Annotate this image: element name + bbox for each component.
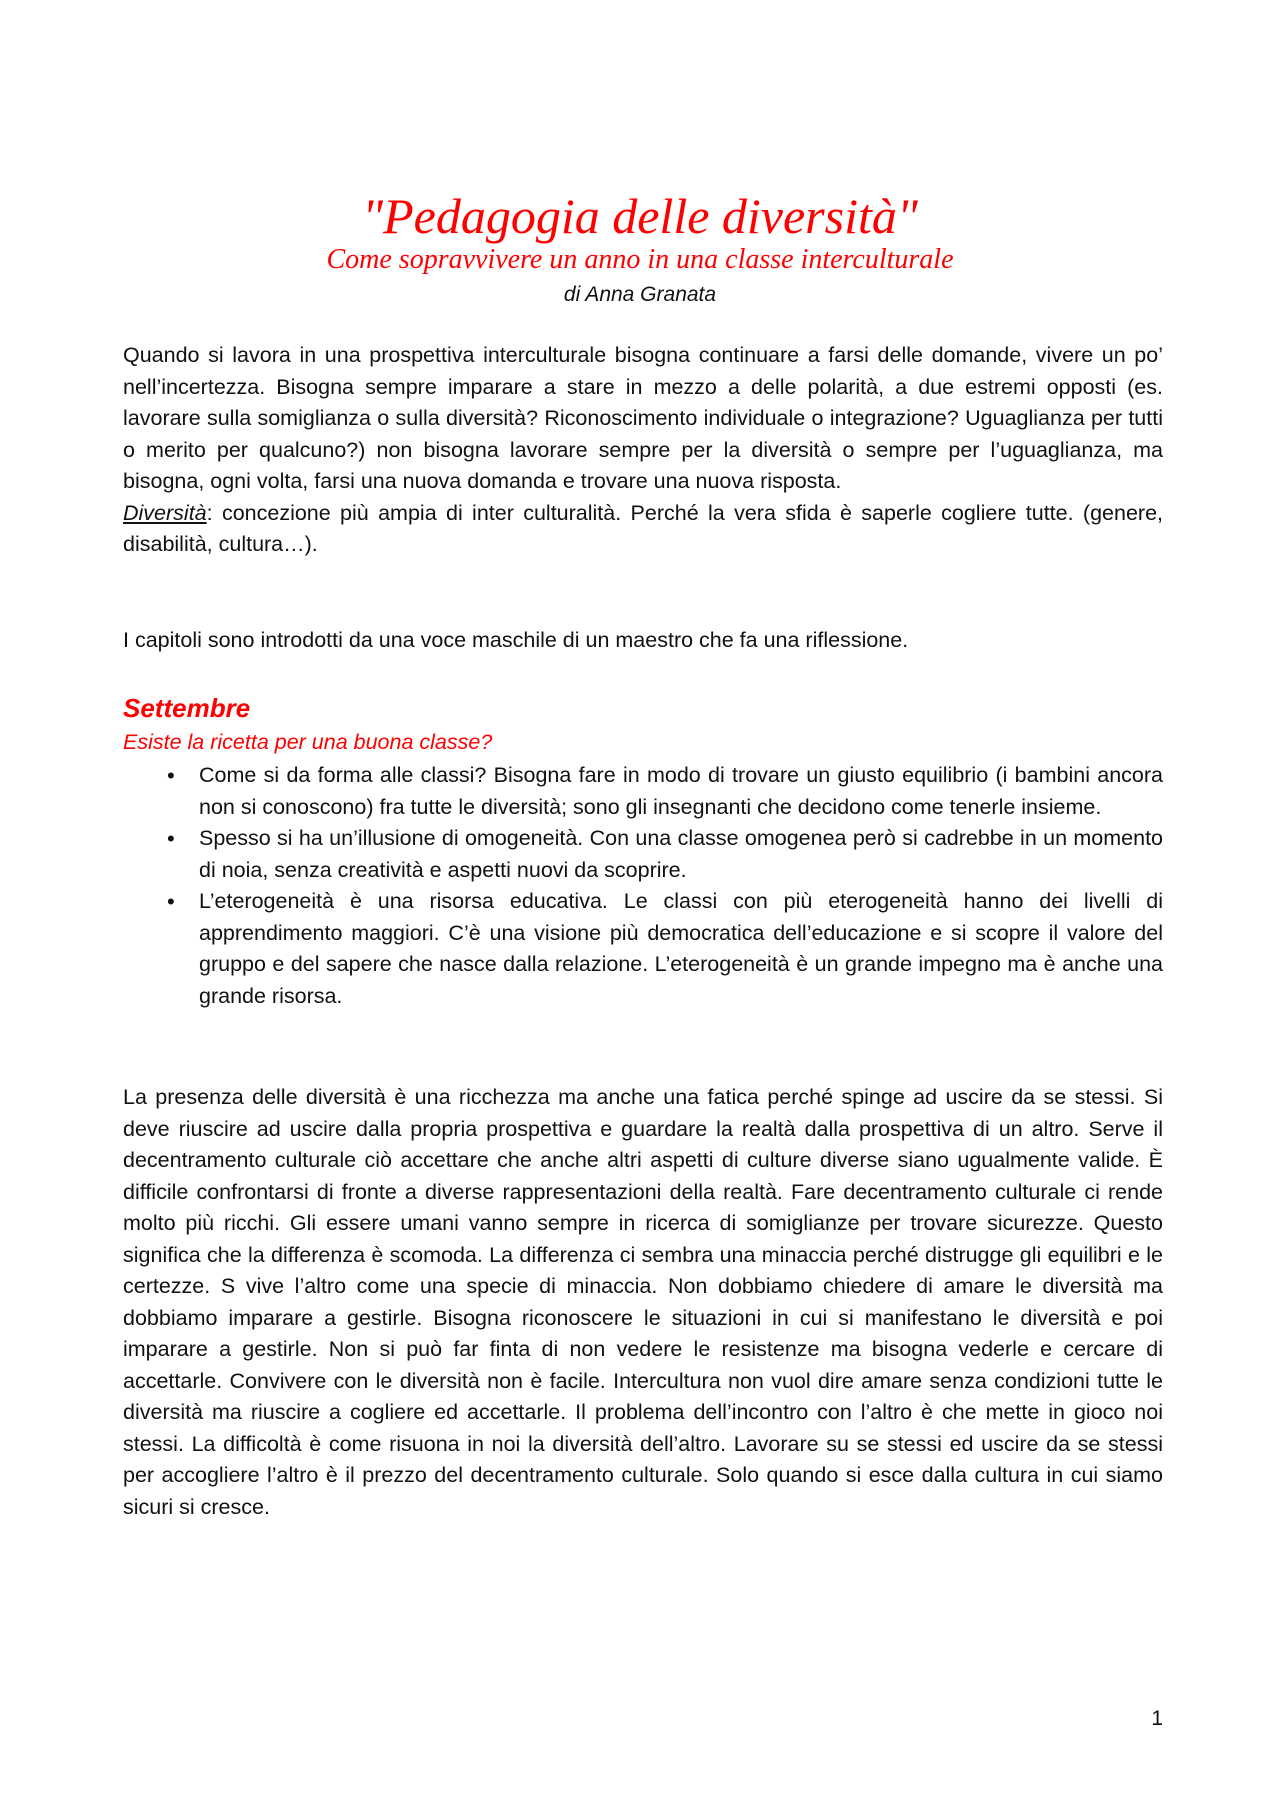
section-heading-settembre: Settembre — [123, 693, 251, 723]
bullet-item — [123, 760, 1163, 823]
bullet-dot-icon: • — [167, 826, 175, 851]
main-paragraph: La presenza delle diversità è una ricchezza ma anche una fatica perché spinge ad uscire da se stessi. Si deve riuscire ad uscire dalla propria prospettiva e guardare la realtà dalla prospettiva di un altro. Serve il decentramento culturale ciò accettare che anche altri aspetti di culture diverse siano ugualmente valide. È difficile confrontarsi di fronte a diverse rappresentazioni della realtà. Fare decentramento culturale ci rende molto più ricchi. Gli essere umani vanno sempre in ricerca di somiglianze per trovare sicurezze. Questo significa che la differenza è scomoda. La differenza ci sembra una minaccia perché distrugge gli equilibri e le certezze. S vive l’altro come una specie di minaccia. Non dobbiamo chiedere di amare le diversità ma dobbiamo imparare a gestirle. Bisogna riconoscere le situazioni in cui si manifestano le diversità e poi imparare a gestirle. Non si può far finta di non vedere le resistenze ma bisogna vederle e cercare di accettarle. Convivere con le diversità non è facile. Intercultura non vuol dire amare senza condizioni tutte le diversità ma riuscire a cogliere ed accettarle. Il problema dell’incontro con l’altro è che mette in gioco noi stessi. La difficoltà è come risuona in noi la diversità dell’altro. Lavorare su se stessi ed uscire da se stessi per accogliere l’altro è il prezzo del decentramento culturale. Solo quando si esce dalla cultura in cui siamo sicuri si cresce. — [123, 1085, 1163, 1519]
document-author: di Anna Granata — [563, 283, 717, 306]
bullet-dot-icon: • — [167, 889, 175, 914]
intro-section — [123, 340, 1163, 561]
diversita-term: Diversità — [123, 500, 207, 525]
bullet-item — [123, 886, 1163, 1012]
bullet-item — [123, 823, 1163, 886]
bullet-text: L’eterogeneità è una risorsa educativa. Le classi con più eterogeneità hanno dei livelli di apprendimento maggiori. C’è una visione più democratica dell’educazione e si scopre il valore del gruppo e del sapere che nasce dalla relazione. L’eterogeneità è un grande impegno ma è anche una grande risorsa. — [199, 889, 1163, 1008]
bullet-text: Come si da forma alle classi? Bisogna fare in modo di trovare un giusto equilibrio (i bambini ancora non si conoscono) fra tutte le diversità; sono gli insegnanti che decidono come tenerle insieme. — [199, 763, 1163, 819]
chapters-note: I capitoli sono introdotti da una voce maschile di un maestro che fa una riflessione. — [123, 628, 909, 652]
intro-paragraph: Quando si lavora in una prospettiva interculturale bisogna continuare a farsi delle domande, vivere un po’ nell’incertezza. Bisogna sempre imparare a stare in mezzo a delle polarità, a due estremi opposti (es. lavorare sulla somiglianza o sulla diversità? Riconoscimento individuale o integrazione? Uguaglianza per tutti o merito per qualcuno?) non bisogna lavorare sempre per la diversità o sempre per l’uguaglianza, ma bisogna, ogni volta, farsi una nuova domanda e trovare una nuova risposta. — [123, 343, 1163, 493]
bullet-list — [123, 760, 1163, 1012]
page-number: 1 — [1151, 1707, 1163, 1730]
bullet-dot-icon: • — [167, 763, 175, 788]
diversita-definition-paragraph — [123, 498, 1163, 561]
bullet-text: Spesso si ha un’illusione di omogeneità. Con una classe omogenea però si cadrebbe in un momento di noia, senza creatività e aspetti nuovi da scoprire. — [199, 826, 1163, 882]
diversita-definition: : concezione più ampia di inter culturalità. Perché la vera sfida è saperle cogliere tutte. (genere, disabilità, cultura…). — [123, 500, 1163, 556]
document-title: "Pedagogia delle diversità" — [362, 188, 918, 244]
section-question: Esiste la ricetta per una buona classe? — [123, 730, 493, 754]
document-subtitle: Come sopravvivere un anno in una classe interculturale — [326, 244, 954, 275]
